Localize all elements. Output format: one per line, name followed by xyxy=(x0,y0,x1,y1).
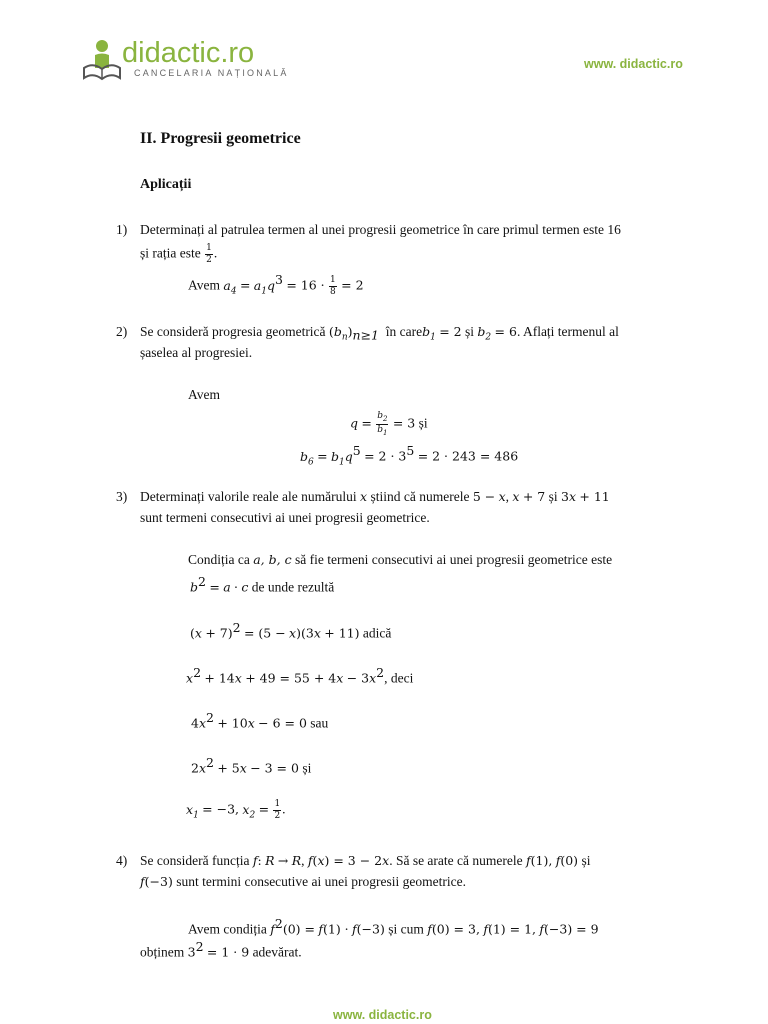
logo-text: didactic.ro xyxy=(122,37,255,69)
problem-4-sol-a: Avem condiția xyxy=(188,921,267,937)
problem-4-line2: f(−3) sunt termini consecutive ai unei progresii geometrice. xyxy=(140,874,466,889)
problem-4-text-c: și xyxy=(581,853,591,868)
problem-4-text-a: Se consideră funcția xyxy=(140,853,250,868)
footer-site-link[interactable]: www. didactic.ro xyxy=(333,1008,432,1022)
sau-label: sau xyxy=(310,715,329,731)
si-label: și xyxy=(418,415,428,431)
logo-subtitle: CANCELARIA NAȚIONALĂ xyxy=(134,68,289,78)
problem-3-eq2: $x^2 + 14x + 49 = 55 + 4x - 3x^2$, deci xyxy=(186,665,414,686)
page-title: II. Progresii geometrice xyxy=(140,130,301,147)
book-logo-icon xyxy=(82,38,122,82)
problem-2-avem: Avem xyxy=(188,387,220,402)
problem-2-text-c: și xyxy=(465,324,475,339)
problem-4-text-b: . Să se arate că numerele xyxy=(389,853,523,868)
fraction-1-2: $\frac{1}{2}$ xyxy=(206,243,212,265)
problem-1-solution: Avem $a_4 = a_1q^3 = 16$ · $\frac{1}{8}$ = 2 xyxy=(188,272,364,297)
fraction-b2-b1: $\frac{b_2}{b_1}$ xyxy=(377,411,388,437)
problem-3-condition-formula: $b^2 = a \cdot c$ de unde rezultă xyxy=(190,574,335,595)
problem-3-text-a: Determinați valorile reale ale numărului xyxy=(140,489,357,504)
condition-text-2: de unde rezultă xyxy=(251,579,335,595)
problem-3-eq3: $4x^2 + 10x - 6 = 0$ sau xyxy=(191,710,329,731)
problem-3-line2: sunt termeni consecutivi ai unei progresii geometrice. xyxy=(140,510,430,525)
problem-3-text-c: și xyxy=(548,489,558,504)
problem-2-text-a: Se consideră progresia geometrică xyxy=(140,324,326,339)
problem-2-number: 2) xyxy=(116,324,128,339)
problem-2-line1: Se consideră progresia geometrică $(b_n)_{n\ge 1}$ în careb$_1$ = 2 și $b_2 = 6$. Aflați termenul al xyxy=(140,324,619,343)
problem-1-number: 1) xyxy=(116,222,128,237)
problem-2-b6: $b_6 = b_1q^5 = 2 \cdot 3^5 = 2 \cdot 243 = 486$ xyxy=(300,443,519,467)
problem-4-sol2-b: adevărat. xyxy=(252,944,302,960)
problem-4-solution-line2: obținem $3^2 = 1 \cdot 9$ adevărat. xyxy=(140,939,302,960)
problem-2-ratio: q = $\frac{b_2}{b_1}$ = 3 și xyxy=(350,411,428,437)
problem-4-sol2-a: obținem xyxy=(140,944,185,960)
problem-4-number: 4) xyxy=(116,853,128,868)
problem-3-text-b: știind că numerele xyxy=(370,489,470,504)
problem-3-eq1: $(x + 7)^2 = (5 - x)(3x + 11)$ adică xyxy=(190,620,392,641)
problem-1-line1: Determinați al patrulea termen al unei progresii geometrice în care primul termen este 16 xyxy=(140,222,621,237)
section-subtitle: Aplicații xyxy=(140,177,192,192)
avem-label: Avem xyxy=(188,277,220,293)
problem-1-line2-text: și rația este xyxy=(140,245,201,261)
problem-2-text-b: în care xyxy=(385,324,423,339)
deci-label: , deci xyxy=(384,670,414,686)
problem-3-condition: Condiția ca a, b, c să fie termeni consecutivi ai unei progresii geometrice este xyxy=(188,552,613,567)
problem-3-line1: Determinați valorile reale ale numărului x știind că numerele 5 − x, x + 7 și 3x + 11 xyxy=(140,489,610,504)
problem-2-text-d: . Aflați termenul al xyxy=(516,324,619,339)
problem-3-roots: $x_1 = -3$, $x_2$ = $\frac{1}{2}$ . xyxy=(186,799,286,821)
problem-1-line2: și rația este $\frac{1}{2}$ . xyxy=(140,243,218,265)
problem-3-eq4: $2x^2 + 5x - 3 = 0$ și xyxy=(191,755,312,776)
condition-text-a: Condiția ca xyxy=(188,552,250,567)
adica-label: adică xyxy=(362,625,392,641)
problem-2-line2: șaselea al progresiei. xyxy=(140,345,253,360)
fraction-1-2-root: $\frac{1}{2}$ xyxy=(274,799,281,821)
header-site-link[interactable]: www. didactic.ro xyxy=(584,57,683,71)
problem-4-solution: Avem condiția $f^2(0) = f(1) \cdot f(-3)$ și cum f(0) = 3, f(1) = 1, f(−3) = 9 xyxy=(188,916,599,937)
fraction-1-8: $\frac{1}{8}$ xyxy=(330,274,336,297)
condition-text-b: să fie termeni consecutivi ai unei progresii geometrice este xyxy=(294,552,613,567)
problem-4-sol-b: și cum xyxy=(388,921,424,937)
si-label-2: și xyxy=(302,760,312,776)
problem-3-number: 3) xyxy=(116,489,128,504)
problem-4-text-line2: sunt termini consecutive ai unei progresii geometrice. xyxy=(176,874,466,889)
problem-4-line1: Se consideră funcția f: R → R, f(x) = 3 − 2x. Să se arate că numerele f(1), f(0) și xyxy=(140,853,591,868)
